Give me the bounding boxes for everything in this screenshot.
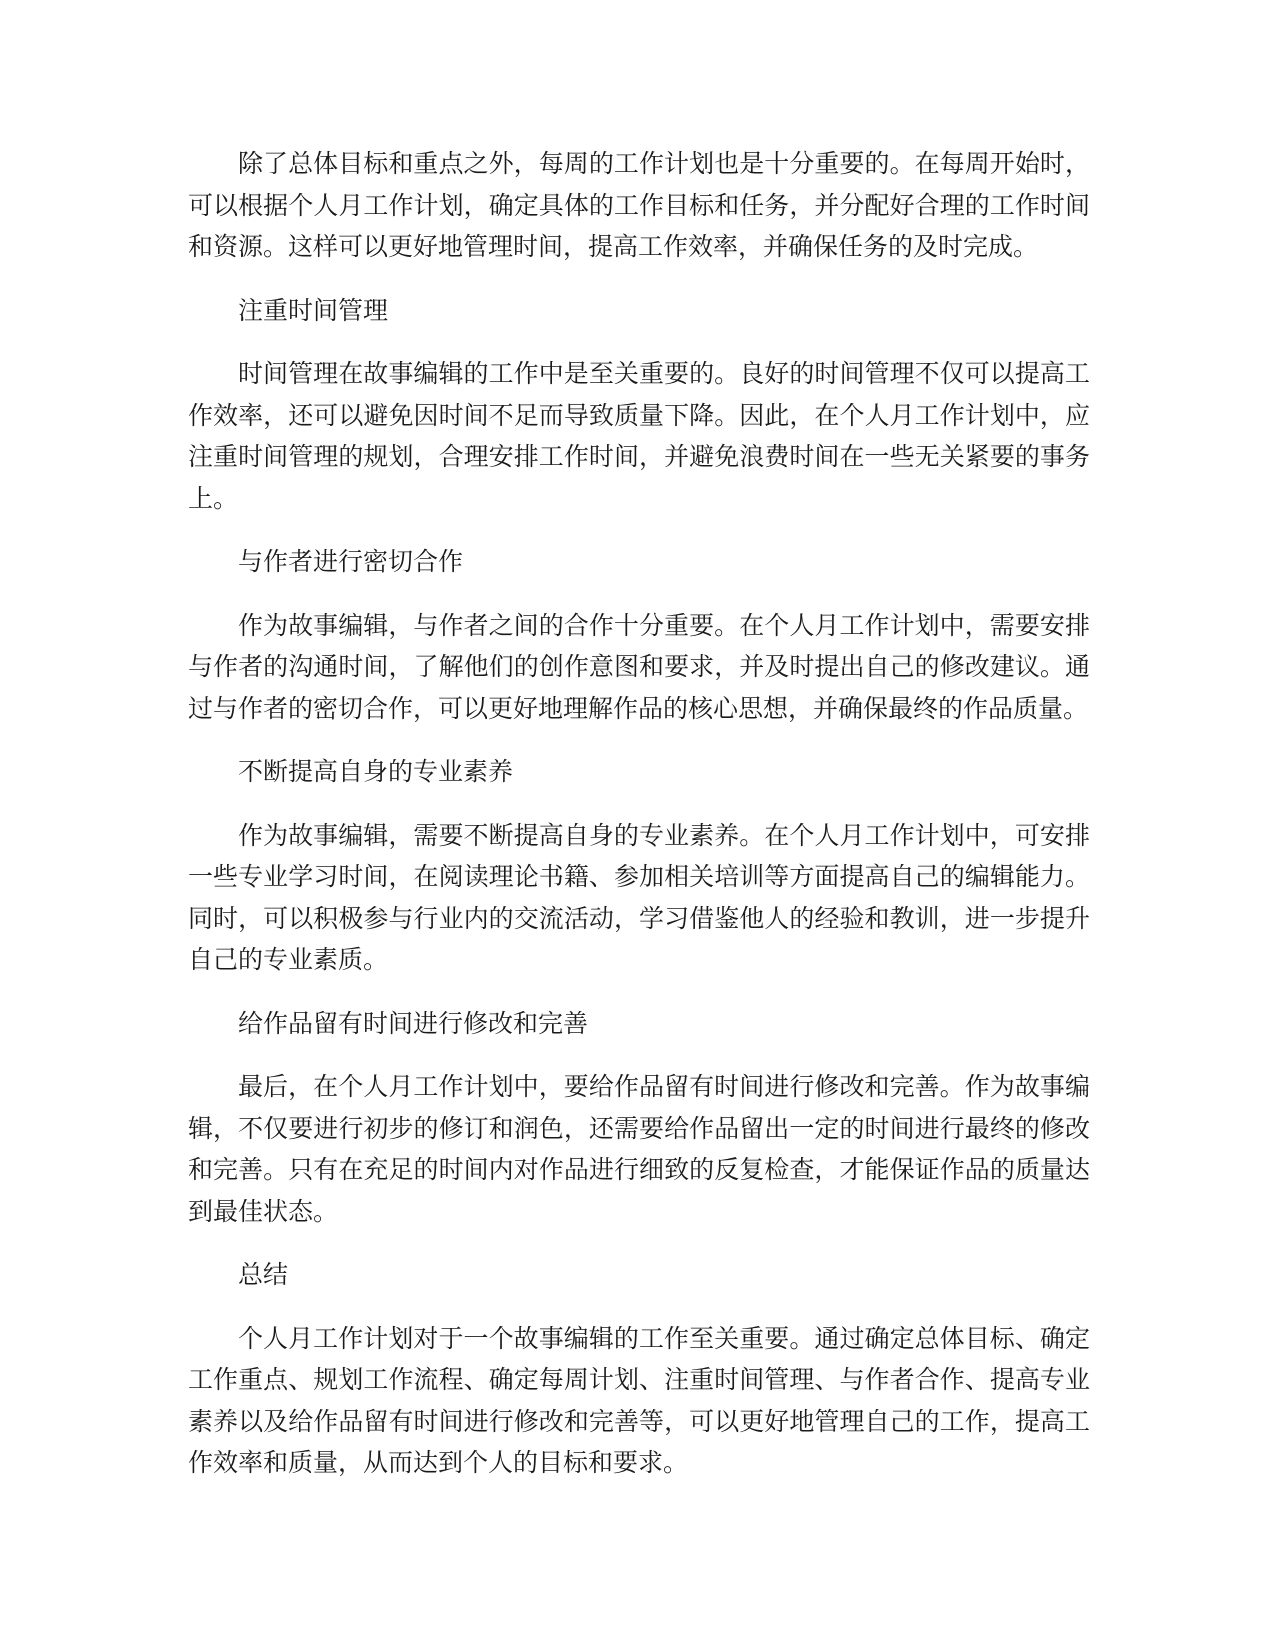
paragraph-summary: 个人月工作计划对于一个故事编辑的工作至关重要。通过确定总体目标、确定工作重点、规划工作流程、确定每周计划、注重时间管理、与作者合作、提高专业素养以及给作品留有时间进行修改和完善等，可以更好地管理自己的工作，提高工作效率和质量，从而达到个人的目标和要求。: [188, 1323, 1090, 1477]
heading-author-collaboration: 与作者进行密切合作: [238, 547, 464, 576]
paragraph-revision-time: 最后，在个人月工作计划中，要给作品留有时间进行修改和完善。作为故事编辑，不仅要进行初步的修订和润色，还需要给作品留出一定的时间进行最终的修改和完善。只有在充足的时间内对作品进行细致的反复检查，才能保证作品的质量达到最佳状态。: [188, 1072, 1090, 1226]
paragraph-time-management: 时间管理在故事编辑的工作中是至关重要的。良好的时间管理不仅可以提高工作效率，还可以避免因时间不足而导致质量下降。因此，在个人月工作计划中，应注重时间管理的规划，合理安排工作时间，并避免浪费时间在一些无关紧要的事务上。: [188, 359, 1090, 513]
heading-revision-time: 给作品留有时间进行修改和完善: [238, 1008, 589, 1038]
heading-time-management: 注重时间管理: [238, 295, 389, 325]
document-body: [188, 143, 1090, 1506]
heading-summary: 总结: [238, 1260, 289, 1289]
paragraph-weekly-plan: 除了总体目标和重点之外，每周的工作计划也是十分重要的。在每周开始时，可以根据个人月工作计划，确定具体的工作目标和任务，并分配好合理的工作时间和资源。这样可以更好地管理时间，提高工作效率，并确保任务的及时完成。: [188, 149, 1090, 261]
paragraph-professional-growth: 作为故事编辑，需要不断提高自身的专业素养。在个人月工作计划中，可安排一些专业学习时间，在阅读理论书籍、参加相关培训等方面提高自己的编辑能力。同时，可以积极参与行业内的交流活动，学习借鉴他人的经验和教训，进一步提升自己的专业素质。: [188, 820, 1090, 974]
heading-professional-growth: 不断提高自身的专业素养: [238, 757, 514, 786]
paragraph-author-collaboration: 作为故事编辑，与作者之间的合作十分重要。在个人月工作计划中，需要安排与作者的沟通时间，了解他们的创作意图和要求，并及时提出自己的修改建议。通过与作者的密切合作，可以更好地理解作品的核心思想，并确保最终的作品质量。: [188, 610, 1090, 723]
